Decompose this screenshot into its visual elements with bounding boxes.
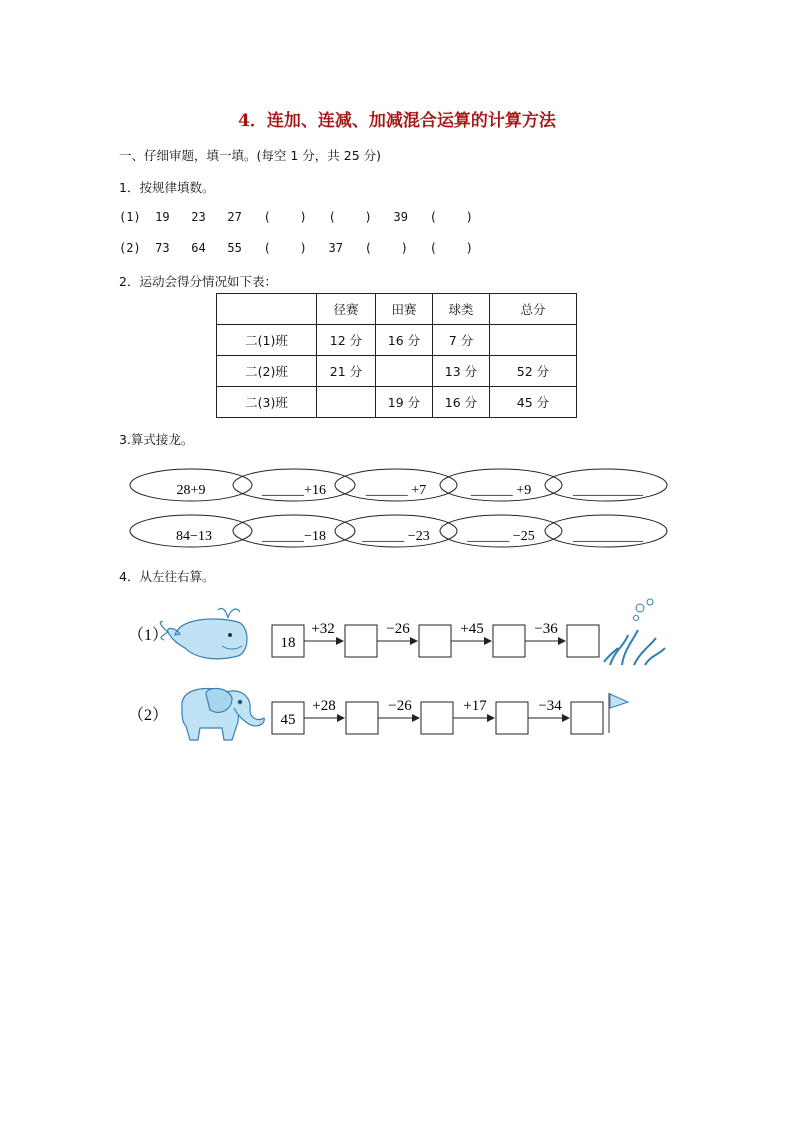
operator-label: −26 <box>388 698 412 714</box>
answer-box[interactable] <box>496 702 528 734</box>
chain-expr: ______+16 <box>262 483 326 498</box>
answer-box[interactable] <box>346 702 378 734</box>
operator-label: +45 <box>460 621 484 637</box>
q1-sequence-2: (2) 73 64 55 ( ) 37 ( ) ( ) <box>119 241 474 255</box>
equation-chain <box>0 0 794 560</box>
q2-label: 2．运动会得分情况如下表： <box>119 274 277 289</box>
operator-label: +28 <box>312 698 336 714</box>
seaweed-icon <box>604 599 665 665</box>
answer-box[interactable] <box>421 702 453 734</box>
chain-expr: ______ +9 <box>470 483 532 498</box>
table-header-cell: 径赛 <box>317 294 376 325</box>
table-cell: 45 分 <box>490 387 577 418</box>
q3-label: 3.算式接龙。 <box>119 432 194 447</box>
table-header-cell: 总分 <box>490 294 577 325</box>
q1-sequence-1: (1) 19 23 27 ( ) ( ) 39 ( ) <box>119 210 474 224</box>
answer-box[interactable] <box>419 625 451 657</box>
chain-expr: 84−13 <box>176 529 212 544</box>
operator-label: +32 <box>311 621 335 637</box>
answer-box[interactable] <box>493 625 525 657</box>
table-cell: 二(3)班 <box>217 387 317 418</box>
answer-box[interactable] <box>571 702 603 734</box>
operator-label: −36 <box>534 621 558 637</box>
table-cell: 12 分 <box>317 325 376 356</box>
calc-chain <box>0 590 794 760</box>
whale-icon <box>160 608 247 658</box>
page-title: 4．连加、连减、加减混合运算的计算方法 <box>238 111 556 131</box>
chain-expr: 28+9 <box>176 483 206 498</box>
table-cell: 21 分 <box>317 356 376 387</box>
answer-box[interactable] <box>567 625 599 657</box>
table-cell: 19 分 <box>376 387 433 418</box>
table-cell: 52 分 <box>490 356 577 387</box>
table-header-cell: 田赛 <box>376 294 433 325</box>
calc-row-1-label: （1） <box>128 627 169 644</box>
calc-row-2-label: （2） <box>128 707 169 724</box>
start-number: 18 <box>280 635 296 651</box>
elephant-icon <box>182 688 264 740</box>
table-cell: 16 分 <box>433 387 490 418</box>
q4-label: 4．从左往右算。 <box>119 569 215 584</box>
table-cell: 7 分 <box>433 325 490 356</box>
q1-label: 1．按规律填数。 <box>119 180 215 195</box>
chain-expr: ______ −25 <box>467 529 535 544</box>
table-header-cell: 球类 <box>433 294 490 325</box>
table-cell: 13 分 <box>433 356 490 387</box>
answer-box[interactable] <box>345 625 377 657</box>
operator-label: −26 <box>386 621 410 637</box>
table-cell: 16 分 <box>376 325 433 356</box>
chain-expr: __________ <box>573 529 643 544</box>
table-cell: 二(2)班 <box>217 356 317 387</box>
section-heading: 一、仔细审题，填一填。(每空 1 分，共 25 分) <box>119 148 382 163</box>
chain-expr: ______ −23 <box>362 529 430 544</box>
operator-label: −34 <box>538 698 562 714</box>
operator-label: +17 <box>463 698 487 714</box>
chain-expr: __________ <box>573 483 643 498</box>
chain-expr: ______ +7 <box>365 483 427 498</box>
table-cell: 二(1)班 <box>217 325 317 356</box>
start-number: 45 <box>280 712 296 728</box>
chain-expr: ______−18 <box>262 529 326 544</box>
flag-icon <box>609 693 628 733</box>
